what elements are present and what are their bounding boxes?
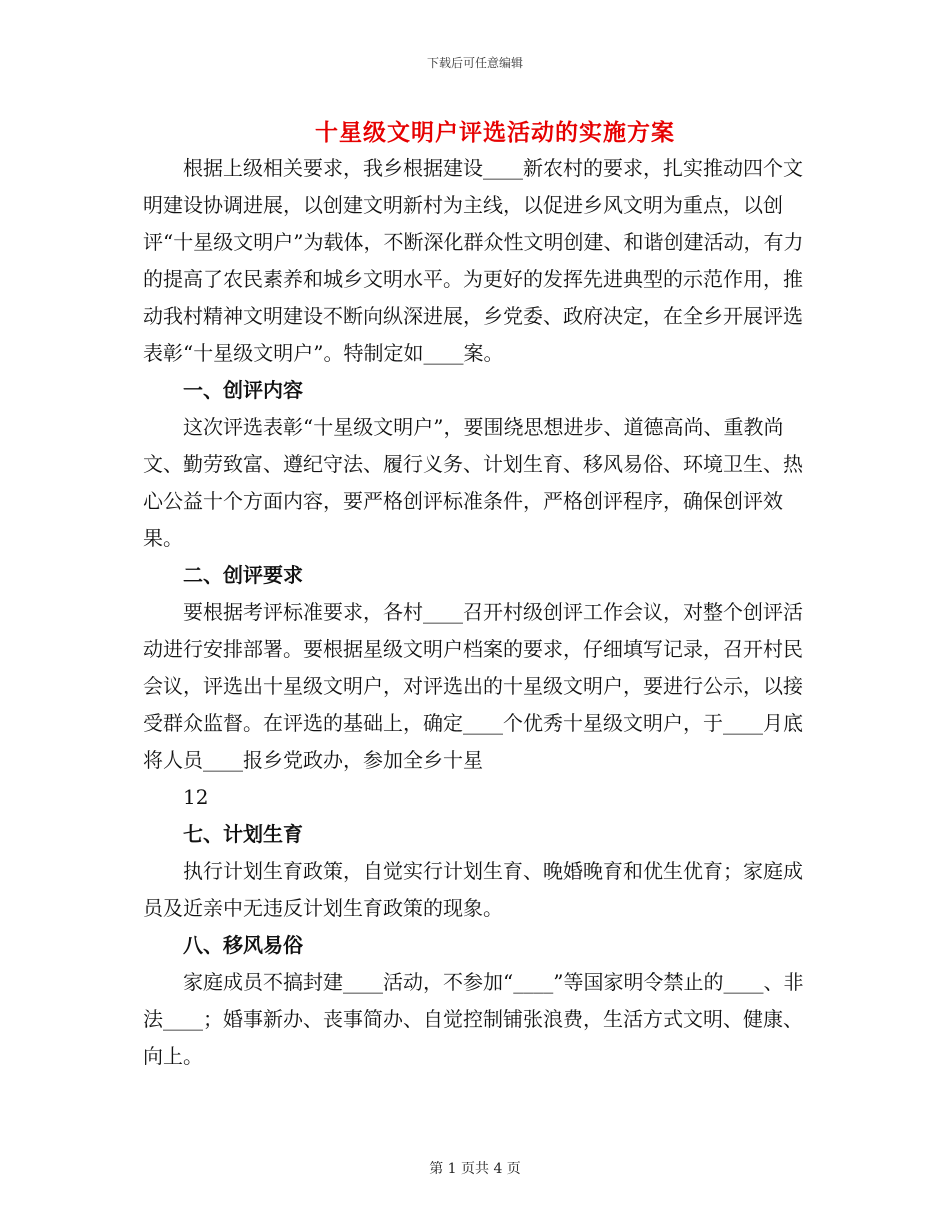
page-marker: 12	[183, 785, 209, 809]
page-footer: 第 1 页共 4 页	[429, 1161, 521, 1177]
document-body	[143, 150, 808, 1075]
section-family-planning-paragraph: 执行计划生育政策，自觉实行计划生育、晚婚晚育和优生优育；家庭成员及近亲中无违反计划生育政策的现象。	[143, 859, 803, 920]
section-customs-paragraph: 家庭成员不搞封建____活动，不参加“____”等国家明令禁止的____、非法____；婚事新办、丧事简办、自觉控制铺张浪费，生活方式文明、健康、向上。	[143, 970, 804, 1068]
header-note: 下载后可任意编辑	[426, 56, 523, 70]
section-heading-customs: 八、移风易俗	[183, 933, 303, 957]
section-heading-content: 一、创评内容	[183, 378, 303, 402]
document-title: 十星级文明户评选活动的实施方案	[315, 119, 675, 146]
section-content-paragraph: 这次评选表彰“十星级文明户”，要围绕思想进步、道德高尚、重教尚文、勤劳致富、遵纪守法、履行义务、计划生育、移风易俗、环境卫生、热心公益十个方面内容，要严格创评标准条件，严格创评程序，确保创评效果。	[143, 415, 803, 550]
section-heading-requirements: 二、创评要求	[183, 563, 303, 587]
section-requirements-paragraph: 要根据考评标准要求，各村____召开村级创评工作会议，对整个创评活动进行安排部署。要根据星级文明户档案的要求，仔细填写记录，召开村民会议，评选出十星级文明户，对评选出的十星级文明户，要进行公示，以接受群众监督。在评选的基础上，确定____个优秀十星级文明户，于____月底将人员____报乡党政办，参加全乡十星	[143, 600, 803, 772]
section-heading-family-planning: 七、计划生育	[183, 822, 303, 846]
intro-paragraph: 根据上级相关要求，我乡根据建设____新农村的要求，扎实推动四个文明建设协调进展，以创建文明新村为主线，以促进乡风文明为重点，以创评“十星级文明户”为载体，不断深化群众性文明创建、和谐创建活动，有力的提高了农民素养和城乡文明水平。为更好的发挥先进典型的示范作用，推动我村精神文明建设不断向纵深进展，乡党委、政府决定，在全乡开展评选表彰“十星级文明户”。特制定如____案。	[143, 156, 804, 365]
